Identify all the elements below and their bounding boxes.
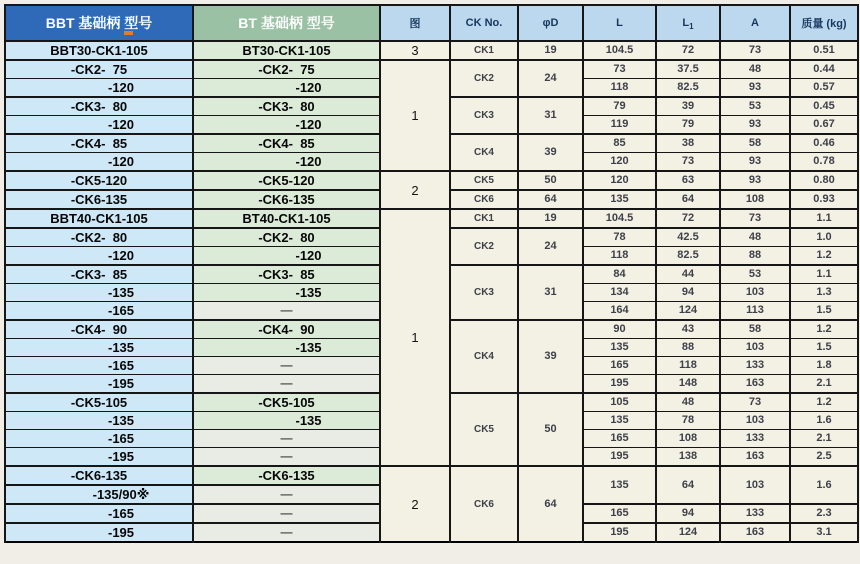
cell-bbt-model: -CK6-135	[5, 466, 193, 485]
cell-bbt-model: -165	[5, 302, 193, 321]
cell-l: 118	[583, 79, 656, 98]
cell-phi-d: 64	[518, 190, 583, 209]
cell-l1: 42.5	[656, 228, 720, 247]
cell-fig: 1	[380, 60, 450, 171]
cell-a: 58	[720, 134, 790, 153]
cell-bbt-model: -165	[5, 430, 193, 448]
header-a: A	[720, 5, 790, 41]
header-mass: 质量 (kg)	[790, 5, 858, 41]
cell-mass: 0.57	[790, 79, 858, 98]
cell-bbt-model: -135/90※	[5, 485, 193, 504]
cell-ck-no: CK6	[450, 190, 518, 209]
cell-mass: 0.45	[790, 97, 858, 116]
header-l1-subscript: 1	[689, 22, 694, 32]
cell-l1: 73	[656, 153, 720, 172]
cell-phi-d: 31	[518, 265, 583, 320]
cell-ck-no: CK5	[450, 393, 518, 466]
header-bbt-model	[5, 5, 193, 41]
cell-l1: 48	[656, 393, 720, 412]
cell-a: 163	[720, 375, 790, 394]
cell-bbt-model: -120	[5, 153, 193, 172]
cell-l1: 64	[656, 190, 720, 209]
cell-mass: 1.8	[790, 357, 858, 375]
cell-bbt-model: BBT30-CK1-105	[5, 41, 193, 60]
cell-mass: 1.6	[790, 412, 858, 430]
cell-l: 135	[583, 190, 656, 209]
cell-a: 73	[720, 209, 790, 228]
cell-mass: 2.3	[790, 504, 858, 523]
header-phi-d: φD	[518, 5, 583, 41]
cell-bt-model: -CK4- 90	[193, 320, 380, 339]
cell-l: 73	[583, 60, 656, 79]
cell-ck-no: CK4	[450, 320, 518, 393]
table-body	[5, 41, 858, 542]
cell-l: 78	[583, 228, 656, 247]
cell-l1: 43	[656, 320, 720, 339]
cell-mass: 3.1	[790, 523, 858, 542]
cell-a: 108	[720, 190, 790, 209]
cell-bbt-model: -165	[5, 504, 193, 523]
cell-bbt-model: -120	[5, 79, 193, 98]
cell-bt-model: -135	[193, 284, 380, 302]
cell-a: 103	[720, 339, 790, 357]
cell-l: 165	[583, 357, 656, 375]
cell-mass: 1.1	[790, 265, 858, 284]
table-row	[5, 41, 858, 60]
cell-a: 163	[720, 523, 790, 542]
cell-a: 53	[720, 265, 790, 284]
cell-l: 195	[583, 523, 656, 542]
cell-phi-d: 64	[518, 466, 583, 542]
cell-l1: 82.5	[656, 247, 720, 266]
cell-l: 120	[583, 153, 656, 172]
cell-bt-model: -CK3- 85	[193, 265, 380, 284]
cell-bt-model: -CK4- 85	[193, 134, 380, 153]
cell-a: 103	[720, 284, 790, 302]
cell-bbt-model: -195	[5, 523, 193, 542]
cell-bt-model: -120	[193, 247, 380, 266]
cell-bbt-model: -CK6-135	[5, 190, 193, 209]
table-row	[5, 171, 858, 190]
cell-l: 104.5	[583, 41, 656, 60]
cell-mass: 0.46	[790, 134, 858, 153]
cell-mass: 1.1	[790, 209, 858, 228]
cell-bt-model: BT30-CK1-105	[193, 41, 380, 60]
cell-l: 105	[583, 393, 656, 412]
cell-a: 93	[720, 79, 790, 98]
cell-l: 195	[583, 375, 656, 394]
cell-l1: 39	[656, 97, 720, 116]
cell-l1: 118	[656, 357, 720, 375]
cell-bt-model: -CK2- 75	[193, 60, 380, 79]
cell-bbt-model: -165	[5, 357, 193, 375]
header-ck-no: CK No.	[450, 5, 518, 41]
header-bbt-label: BBT 基础柄 型号	[45, 15, 153, 31]
cell-l1: 108	[656, 430, 720, 448]
cell-mass: 2.1	[790, 430, 858, 448]
cell-ck-no: CK2	[450, 60, 518, 97]
cell-bbt-model: -CK3- 85	[5, 265, 193, 284]
cell-fig: 2	[380, 466, 450, 542]
cell-ck-no: CK1	[450, 209, 518, 228]
cell-l: 164	[583, 302, 656, 321]
cell-bt-model: —	[193, 375, 380, 394]
cell-a: 103	[720, 466, 790, 504]
header-l1	[656, 5, 720, 41]
cell-mass: 0.67	[790, 116, 858, 135]
cell-bbt-model: -CK2- 75	[5, 60, 193, 79]
cell-phi-d: 39	[518, 134, 583, 171]
cell-l1: 38	[656, 134, 720, 153]
cell-bt-model: —	[193, 302, 380, 321]
header-bt-label: BT 基础柄 型号	[238, 15, 335, 31]
header-bt-model	[193, 5, 380, 41]
cell-a: 73	[720, 393, 790, 412]
cell-l: 195	[583, 448, 656, 467]
cell-l1: 124	[656, 302, 720, 321]
cell-l1: 72	[656, 41, 720, 60]
cell-bbt-model: -CK5-105	[5, 393, 193, 412]
cell-phi-d: 19	[518, 41, 583, 60]
cell-mass: 0.93	[790, 190, 858, 209]
cell-bt-model: -CK5-105	[193, 393, 380, 412]
cell-phi-d: 39	[518, 320, 583, 393]
cell-bbt-model: -120	[5, 116, 193, 135]
cell-bbt-model: -CK5-120	[5, 171, 193, 190]
cell-l: 120	[583, 171, 656, 190]
cell-fig: 3	[380, 41, 450, 60]
cell-bbt-model: -CK4- 85	[5, 134, 193, 153]
cell-l: 90	[583, 320, 656, 339]
cell-a: 58	[720, 320, 790, 339]
cell-a: 133	[720, 357, 790, 375]
cell-a: 73	[720, 41, 790, 60]
cell-l1: 82.5	[656, 79, 720, 98]
cell-l: 135	[583, 339, 656, 357]
cell-l1: 63	[656, 171, 720, 190]
cell-bt-model: -CK3- 80	[193, 97, 380, 116]
cell-a: 93	[720, 171, 790, 190]
cell-a: 88	[720, 247, 790, 266]
cell-bt-model: —	[193, 523, 380, 542]
cell-l: 134	[583, 284, 656, 302]
cell-l1: 94	[656, 504, 720, 523]
cell-bt-model: -CK5-120	[193, 171, 380, 190]
cell-a: 93	[720, 153, 790, 172]
cell-l1: 138	[656, 448, 720, 467]
cell-l: 165	[583, 504, 656, 523]
cell-a: 103	[720, 412, 790, 430]
cell-l1: 64	[656, 466, 720, 504]
cell-l: 104.5	[583, 209, 656, 228]
cell-bbt-model: -120	[5, 247, 193, 266]
cell-ck-no: CK3	[450, 265, 518, 320]
cell-ck-no: CK4	[450, 134, 518, 171]
cell-bbt-model: -135	[5, 284, 193, 302]
cell-bt-model: -CK6-135	[193, 190, 380, 209]
cell-mass: 1.5	[790, 302, 858, 321]
cell-l: 84	[583, 265, 656, 284]
cell-a: 113	[720, 302, 790, 321]
cell-mass: 0.78	[790, 153, 858, 172]
cell-fig: 1	[380, 209, 450, 466]
cell-bt-model: -135	[193, 412, 380, 430]
header-l1-label: L	[682, 17, 690, 29]
cursor-artifact	[124, 31, 133, 35]
cell-mass: 1.6	[790, 466, 858, 504]
cell-bt-model: —	[193, 357, 380, 375]
cell-a: 48	[720, 60, 790, 79]
cell-bt-model: —	[193, 485, 380, 504]
cell-bt-model: -120	[193, 153, 380, 172]
cell-a: 48	[720, 228, 790, 247]
cell-phi-d: 24	[518, 228, 583, 265]
spec-table	[4, 4, 859, 543]
cell-a: 93	[720, 116, 790, 135]
cell-a: 53	[720, 97, 790, 116]
cell-l: 85	[583, 134, 656, 153]
cell-ck-no: CK1	[450, 41, 518, 60]
cell-mass: 1.3	[790, 284, 858, 302]
cell-bbt-model: -CK4- 90	[5, 320, 193, 339]
cell-phi-d: 50	[518, 393, 583, 466]
cell-mass: 1.0	[790, 228, 858, 247]
cell-bt-model: BT40-CK1-105	[193, 209, 380, 228]
cell-mass: 1.5	[790, 339, 858, 357]
table-row	[5, 60, 858, 79]
cell-bt-model: -120	[193, 79, 380, 98]
cell-l1: 44	[656, 265, 720, 284]
cell-mass: 0.44	[790, 60, 858, 79]
cell-l: 79	[583, 97, 656, 116]
header-row	[5, 5, 858, 41]
cell-l1: 79	[656, 116, 720, 135]
cell-mass: 1.2	[790, 393, 858, 412]
cell-ck-no: CK5	[450, 171, 518, 190]
cell-phi-d: 50	[518, 171, 583, 190]
cell-bbt-model: -CK2- 80	[5, 228, 193, 247]
cell-l: 119	[583, 116, 656, 135]
header-fig: 图	[380, 5, 450, 41]
cell-l1: 148	[656, 375, 720, 394]
cell-bt-model: -CK6-135	[193, 466, 380, 485]
cell-a: 163	[720, 448, 790, 467]
cell-phi-d: 24	[518, 60, 583, 97]
cell-bbt-model: BBT40-CK1-105	[5, 209, 193, 228]
cell-bbt-model: -135	[5, 412, 193, 430]
cell-phi-d: 31	[518, 97, 583, 134]
cell-ck-no: CK2	[450, 228, 518, 265]
cell-bbt-model: -135	[5, 339, 193, 357]
cell-bt-model: -CK2- 80	[193, 228, 380, 247]
cell-l1: 78	[656, 412, 720, 430]
cell-bt-model: —	[193, 504, 380, 523]
cell-bt-model: -135	[193, 339, 380, 357]
cell-bt-model: —	[193, 448, 380, 467]
cell-l1: 124	[656, 523, 720, 542]
cell-ck-no: CK6	[450, 466, 518, 542]
cell-a: 133	[720, 430, 790, 448]
cell-l1: 88	[656, 339, 720, 357]
cell-l: 135	[583, 466, 656, 504]
cell-mass: 1.2	[790, 247, 858, 266]
table-row	[5, 466, 858, 485]
cell-fig: 2	[380, 171, 450, 209]
cell-mass: 1.2	[790, 320, 858, 339]
cell-ck-no: CK3	[450, 97, 518, 134]
cell-mass: 2.5	[790, 448, 858, 467]
cell-bbt-model: -195	[5, 375, 193, 394]
table-row	[5, 209, 858, 228]
cell-bt-model: -120	[193, 116, 380, 135]
cell-phi-d: 19	[518, 209, 583, 228]
cell-l1: 94	[656, 284, 720, 302]
cell-bbt-model: -CK3- 80	[5, 97, 193, 116]
cell-l: 135	[583, 412, 656, 430]
cell-bbt-model: -195	[5, 448, 193, 467]
cell-a: 133	[720, 504, 790, 523]
cell-l1: 72	[656, 209, 720, 228]
cell-mass: 2.1	[790, 375, 858, 394]
cell-l: 118	[583, 247, 656, 266]
cell-l: 165	[583, 430, 656, 448]
cell-mass: 0.51	[790, 41, 858, 60]
header-l: L	[583, 5, 656, 41]
cell-bt-model: —	[193, 430, 380, 448]
cell-l1: 37.5	[656, 60, 720, 79]
cell-mass: 0.80	[790, 171, 858, 190]
